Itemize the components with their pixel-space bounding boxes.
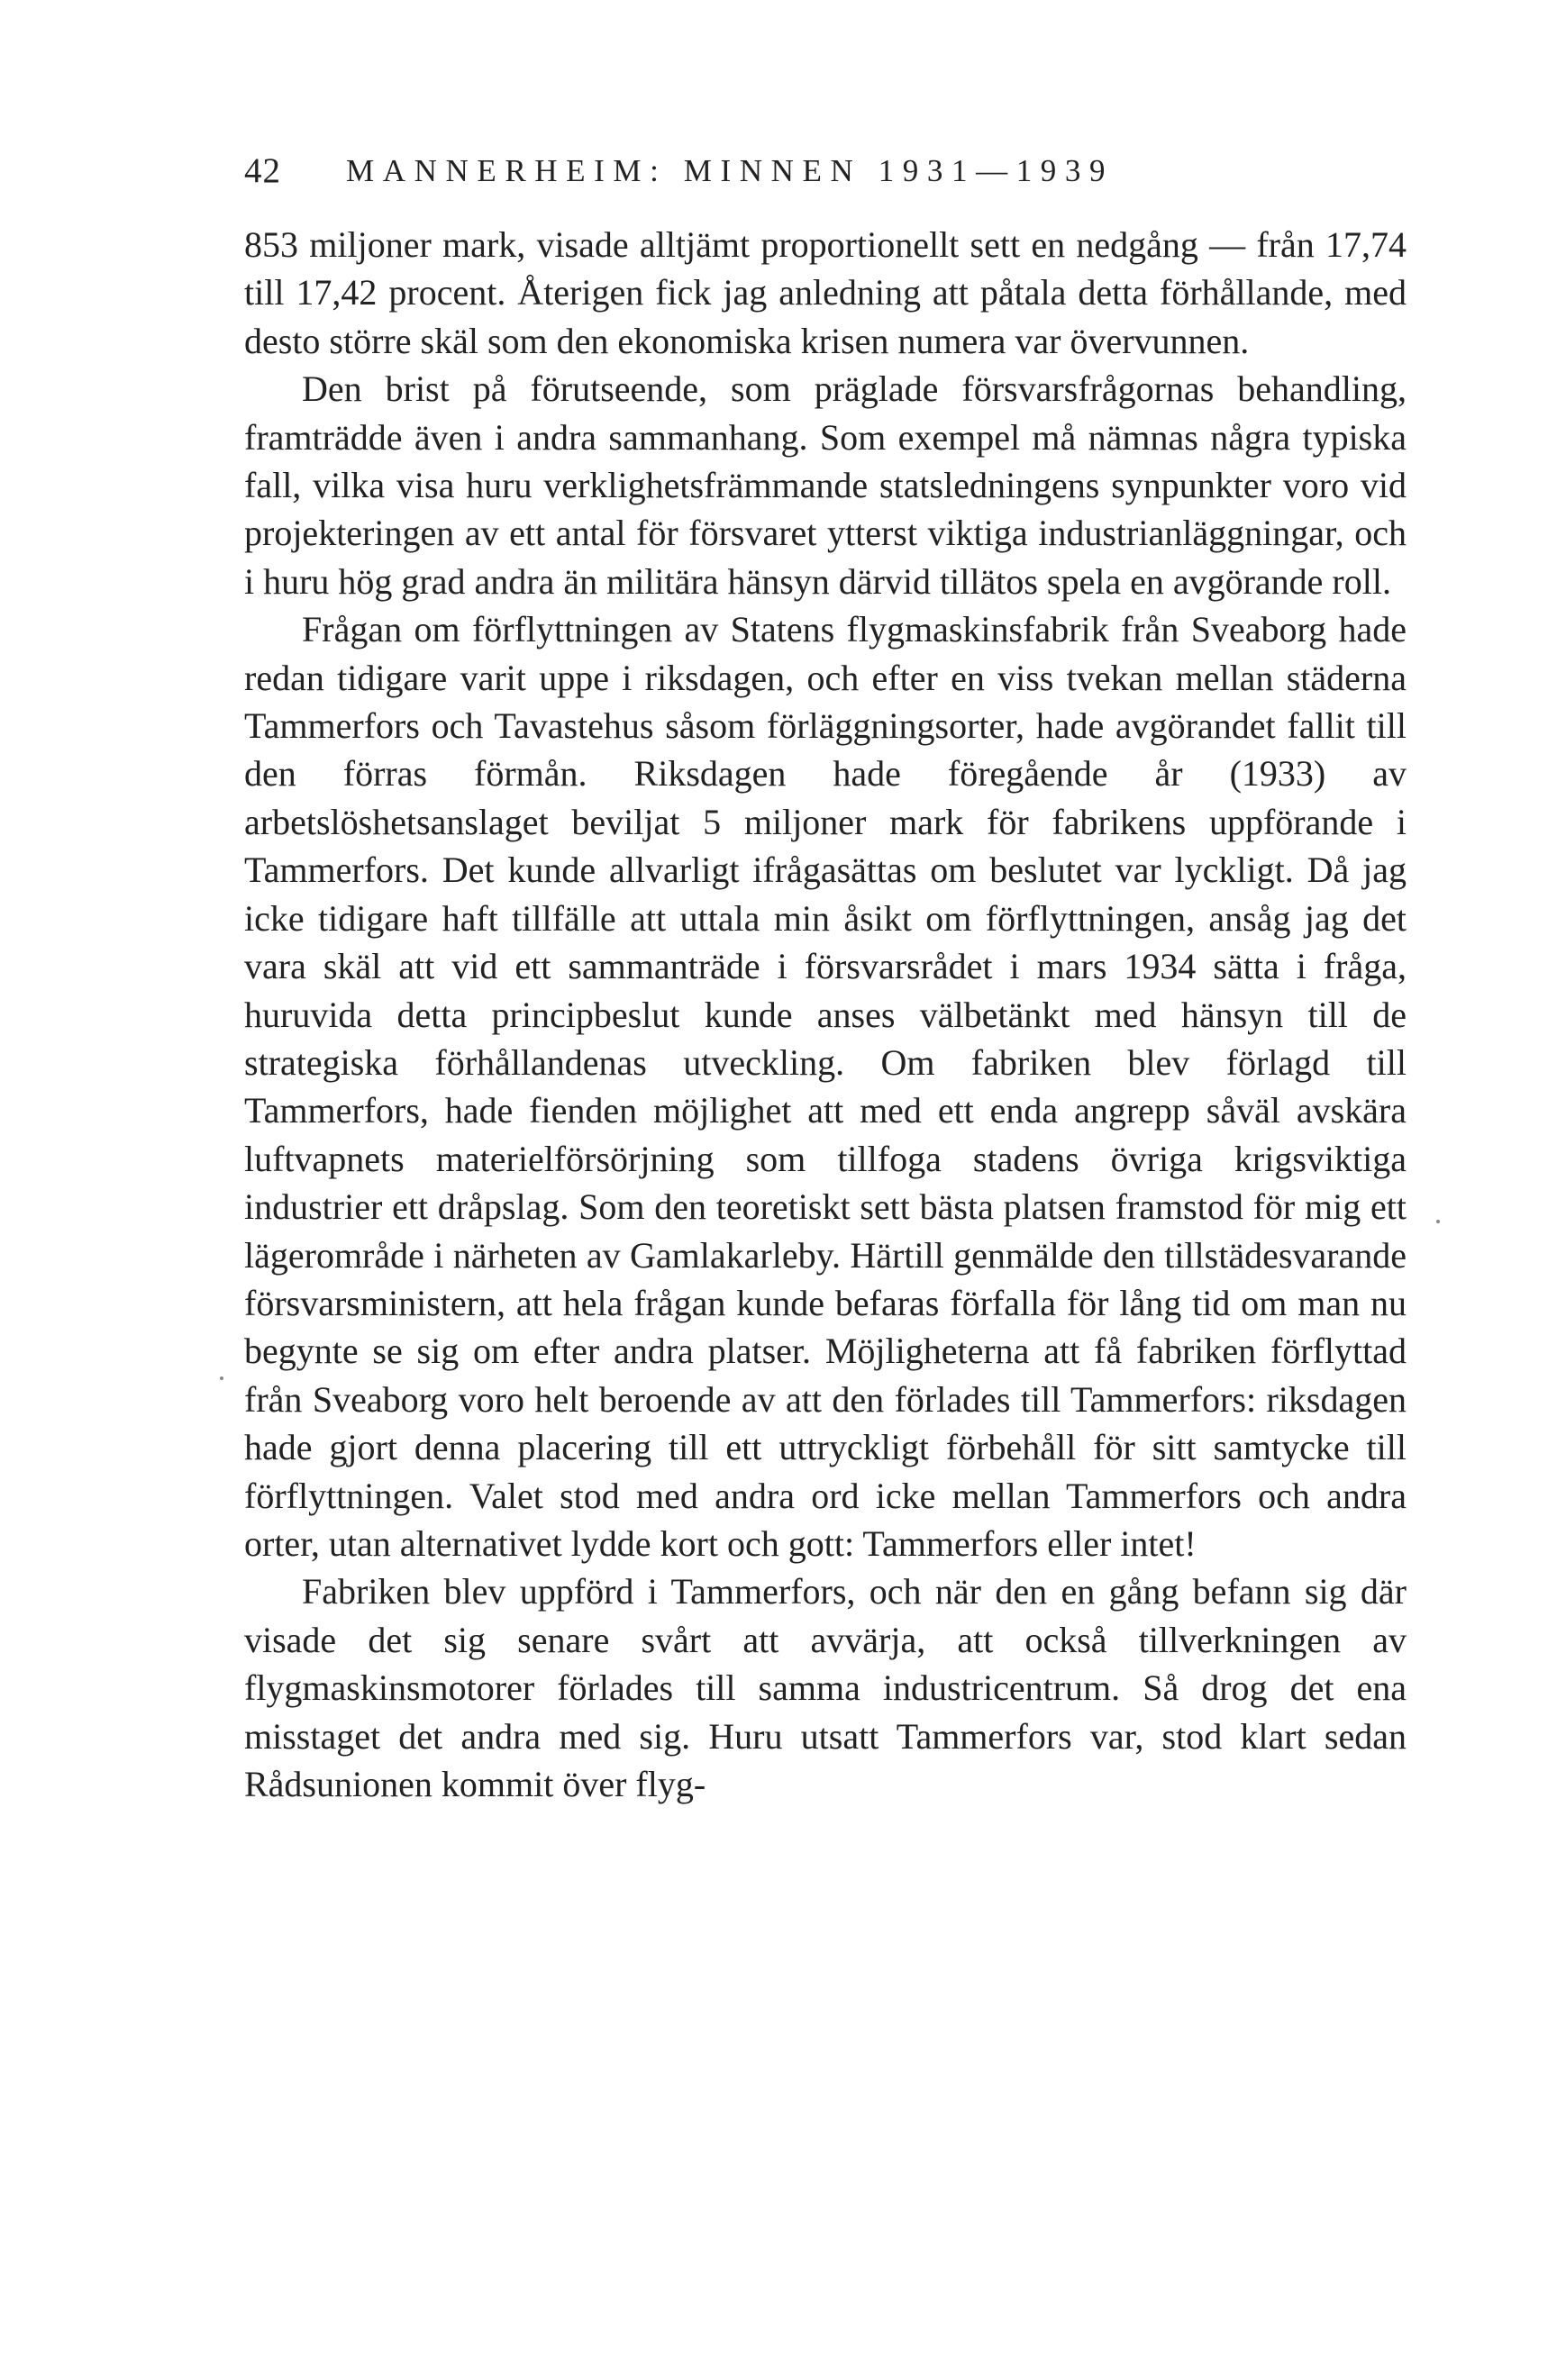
print-speck [1436,1220,1440,1223]
running-head [244,144,1407,198]
paragraph: Den brist på förutseende, som präglade försvarsfrågornas behandling, framträdde även i andra sammanhang. Som exempel må nämnas några typiska fall, vilka visa huru verklighetsfrämmande statsledningens synpunkter voro vid projekteringen av ett antal för försvaret ytterst viktiga industrianläggningar, och i huru hög grad andra än militära hänsyn därvid tillätos spela en avgörande roll. [244,368,1407,602]
running-title: MANNERHEIM: MINNEN 1931—1939 [346,153,1115,188]
page-number: 42 [244,151,281,190]
body-text [244,221,1407,1808]
paragraph: 853 miljoner mark, visade alltjämt proportionellt sett en nedgång — från 17,74 till 17,42 procent. Återigen fick jag anledning att påtala detta förhållande, med desto större skäl som den ekonomiska krisen numera var övervunnen. [244,224,1407,361]
paragraph: Fabriken blev uppförd i Tammerfors, och när den en gång befann sig där visade det sig senare svårt att avvärja, att också tillverkningen av flygmaskinsmotorer förlades till samma industricentrum. Så drog det ena misstaget det andra med sig. Huru utsatt Tammerfors var, stod klart sedan Rådsunionen kommit över flyg- [244,1571,1407,1804]
print-speck [220,1376,223,1380]
paragraph: Frågan om förflyttningen av Statens flygmaskinsfabrik från Sveaborg hade redan tidigare varit uppe i riksdagen, och efter en viss tvekan mellan städerna Tammerfors och Tavastehus såsom förläggningsorter, hade avgörandet fallit till den förras förmån. Riksdagen hade föregående år (1933) av arbetslöshetsanslaget beviljat 5 miljoner mark för fabrikens uppförande i Tammerfors. Det kunde allvarligt ifrågasättas om beslutet var lyckligt. Då jag icke tidigare haft tillfälle att uttala min åsikt om förflyttningen, ansåg jag det vara skäl att vid ett sammanträde i försvarsrådet i mars 1934 sätta i fråga, huruvida detta principbeslut kunde anses välbetänkt med hänsyn till de strategiska förhållandenas utveckling. Om fabriken blev förlagd till Tammerfors, hade fienden möjlighet att med ett enda angrepp såväl avskära luftvapnets materielförsörjning som tillfoga stadens övriga krigsviktiga industrier ett dråpslag. Som den teoretiskt sett bästa platsen framstod för mig ett lägerområde i närheten av Gamlakarleby. Härtill genmälde den tillstädesvarande försvarsministern, att hela frågan kunde befaras förfalla för lång tid om man nu begynte se sig om efter andra platser. Möjligheterna att få fabriken förflyttad från Sveaborg voro helt beroende av att den förlades till Tammerfors: riksdagen hade gjort denna placering till ett uttryckligt förbehåll för sitt samtycke till förflyttningen. Valet stod med andra ord icke mellan Tammerfors och andra orter, utan alternativet lydde kort och gott: Tammerfors eller intet! [244,609,1407,1564]
